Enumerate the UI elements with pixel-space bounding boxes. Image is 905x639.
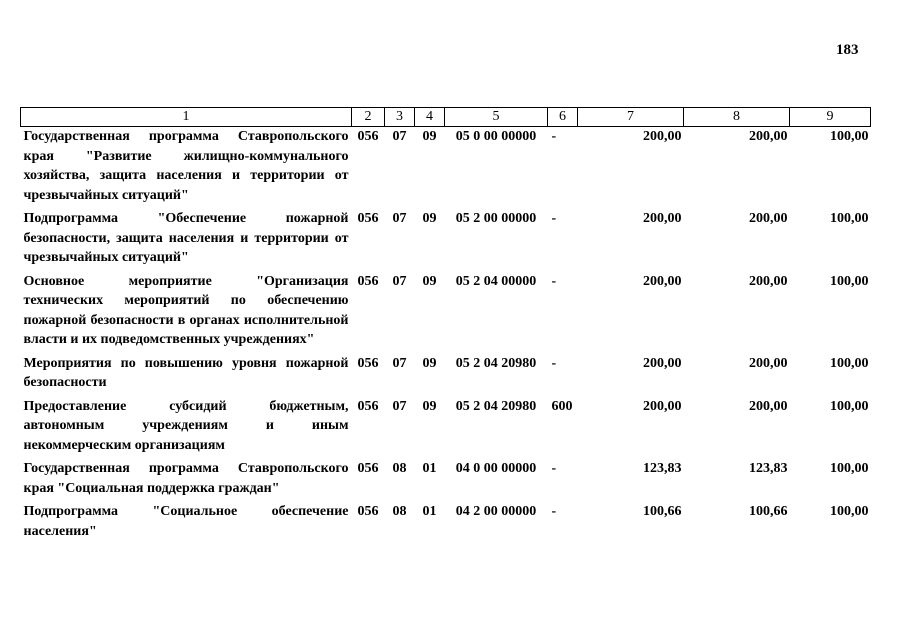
subsection-code: 09: [422, 398, 437, 414]
ministry-code: 056: [357, 461, 379, 476]
target-article-code: 04 0 00 00000: [455, 461, 537, 476]
execution-percent: 100,00: [830, 211, 869, 226]
subsection-code: 09: [422, 129, 437, 144]
amount-executed: 100,66: [749, 504, 788, 519]
amount-planned: 100,66: [643, 504, 682, 519]
ministry-code: 056: [357, 129, 379, 144]
table-row: [21, 397, 871, 460]
page-number: 183: [836, 42, 859, 58]
column-header-5: 5: [445, 108, 548, 127]
column-header-7: 7: [578, 108, 684, 127]
amount-executed: 123,83: [749, 461, 788, 476]
expense-type-code: -: [551, 273, 557, 289]
execution-percent: 100,00: [830, 398, 869, 414]
target-article-code: 05 2 04 20980: [455, 355, 537, 371]
section-code: 07: [392, 129, 407, 144]
row-name: Подпрограмма "Социальное обеспечение населения": [23, 504, 349, 539]
budget-table: [20, 107, 871, 545]
row-name: Государственная программа Ставропольского края "Развитие жилищно-коммунального хозяйства, защита населения и территории от чрезвычайных ситуаций": [23, 129, 349, 203]
ministry-code: 056: [357, 504, 379, 519]
table-row: [21, 127, 871, 210]
section-code: 08: [392, 461, 407, 476]
row-name: Мероприятия по повышению уровня пожарной безопасности: [23, 355, 349, 390]
column-header-9: 9: [790, 108, 871, 127]
column-header-1: 1: [21, 108, 352, 127]
amount-planned: 200,00: [643, 398, 682, 414]
execution-percent: 100,00: [830, 129, 869, 144]
expense-type-code: -: [551, 461, 557, 476]
ministry-code: 056: [357, 398, 379, 414]
row-name: Государственная программа Ставропольского края "Социальная поддержка граждан": [23, 461, 349, 496]
amount-executed: 200,00: [749, 398, 788, 414]
section-code: 07: [392, 273, 407, 289]
row-name: Подпрограмма "Обеспечение пожарной безопасности, защита населения и территории от чрезвычайных ситуаций": [23, 211, 349, 265]
amount-executed: 200,00: [749, 211, 788, 226]
section-code: 07: [392, 398, 407, 414]
amount-planned: 200,00: [643, 273, 682, 289]
expense-type-code: -: [551, 504, 557, 519]
subsection-code: 09: [422, 355, 437, 371]
table-row: [21, 459, 871, 502]
column-header-4: 4: [415, 108, 445, 127]
target-article-code: 05 0 00 00000: [455, 129, 537, 144]
execution-percent: 100,00: [830, 273, 869, 289]
table-row: [21, 354, 871, 397]
row-name: Основное мероприятие "Организация технических мероприятий по обеспечению пожарной безопасности в органах исполнительной власти и их подведомственных учреждениях": [23, 273, 349, 347]
ministry-code: 056: [357, 355, 379, 371]
target-article-code: 05 2 00 00000: [455, 211, 537, 226]
amount-planned: 123,83: [643, 461, 682, 476]
amount-planned: 200,00: [643, 355, 682, 371]
amount-executed: 200,00: [749, 273, 788, 289]
subsection-code: 01: [422, 504, 437, 519]
subsection-code: 09: [422, 273, 437, 289]
section-code: 08: [392, 504, 407, 519]
table-body: [21, 127, 871, 546]
table-row: [21, 209, 871, 272]
execution-percent: 100,00: [830, 504, 869, 519]
amount-executed: 200,00: [749, 129, 788, 144]
table-row: [21, 502, 871, 545]
column-header-8: 8: [684, 108, 790, 127]
amount-planned: 200,00: [643, 211, 682, 226]
row-name: Предоставление субсидий бюджетным, автономным учреждениям и иным некоммерческим организациям: [23, 398, 349, 453]
execution-percent: 100,00: [830, 461, 869, 476]
table-row: [21, 272, 871, 354]
target-article-code: 04 2 00 00000: [455, 504, 537, 519]
subsection-code: 01: [422, 461, 437, 476]
header-row: [21, 108, 871, 127]
subsection-code: 09: [422, 211, 437, 226]
amount-executed: 200,00: [749, 355, 788, 371]
column-header-2: 2: [352, 108, 385, 127]
expense-type-code: 600: [551, 398, 573, 414]
column-header-6: 6: [548, 108, 578, 127]
section-code: 07: [392, 355, 407, 371]
section-code: 07: [392, 211, 407, 226]
expense-type-code: -: [551, 129, 557, 144]
execution-percent: 100,00: [830, 355, 869, 371]
table-header: [21, 108, 871, 127]
expense-type-code: -: [551, 355, 557, 371]
target-article-code: 05 2 04 00000: [455, 273, 537, 289]
column-header-3: 3: [385, 108, 415, 127]
target-article-code: 05 2 04 20980: [455, 398, 537, 414]
ministry-code: 056: [357, 211, 379, 226]
amount-planned: 200,00: [643, 129, 682, 144]
expense-type-code: -: [551, 211, 557, 226]
ministry-code: 056: [357, 273, 379, 289]
